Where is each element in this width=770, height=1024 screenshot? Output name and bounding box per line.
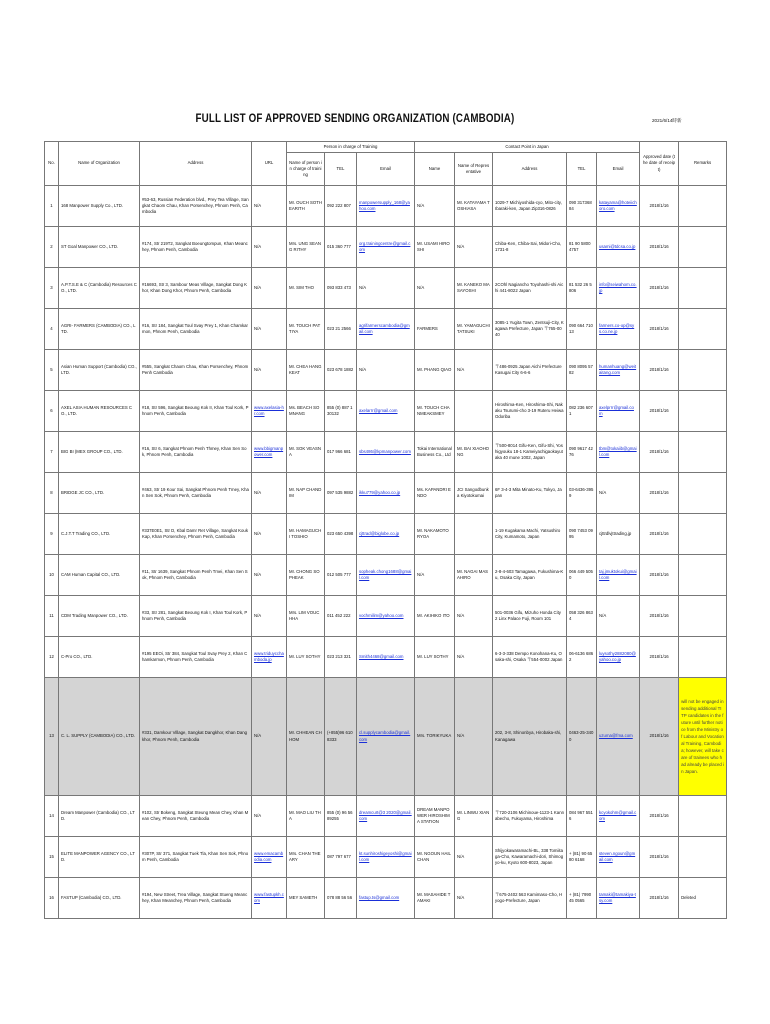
japan-contact-address: 〒720-2106 Michinoue-1123-1 Kannabecho, Fukuyama, Hiroshima — [493, 796, 567, 837]
table-row — [45, 678, 727, 796]
organization-name: A.P.T.S.E & C (Cambodia) Resources CO., LTD. — [59, 268, 140, 309]
japan-contact-address: Chiba-Ken, Chiba-Sai, Midori-Cho, 1731-8 — [493, 227, 567, 268]
japan-contact-email — [597, 186, 640, 227]
japan-contact-email — [597, 796, 640, 837]
organization-address: #307P, Str 371, Sangkat Tuek Tla, Khan Sen Sok, Phnom Penh, Cambodia — [140, 837, 252, 878]
training-contact-tel: 855 (0) 887 130132 — [325, 391, 357, 432]
organization-address: #11, Str 1639, Sangkat Phnom Penh Tmei, Khan Sen Sok, Phnom Penh, Cambodia — [140, 555, 252, 596]
training-contact-email — [357, 514, 415, 555]
row-number: 1 — [45, 186, 59, 227]
japan-contact-address: 〒675-2402 563 Kamimaso-Cho, Hyogo-Prefecture, Japan — [493, 878, 567, 919]
training-contact-name: Mr. NAP CHANDIM — [287, 473, 325, 514]
table-row — [45, 268, 727, 309]
organization-name: AXEL ASIA HUMAN RESOURCES CO., LTD. — [59, 391, 140, 432]
japan-contact-tel: 0463-25-3400 — [567, 678, 597, 796]
header-japan-group: Contact Point in Japan — [415, 142, 640, 153]
approved-date: 2018/1/16 — [640, 678, 679, 796]
japan-contact-email-link[interactable]: tbm@tokaiib@gmail.com — [599, 445, 637, 457]
organization-name: FASTUP (Cambodia) CO., LTD. — [59, 878, 140, 919]
approved-date: 2018/1/16 — [640, 514, 679, 555]
japan-contact-name: Mrs. TORIKYUKA — [415, 678, 455, 796]
row-number: 9 — [45, 514, 59, 555]
training-contact-email — [357, 227, 415, 268]
training-contact-tel: 093 833 473 — [325, 268, 357, 309]
japan-contact-address: Shijyokawaramachi-BL, 338 Tomiitaga-Cho, Kawaramachi-dori, Shimogyo-ku, Kyoto 600-8023, Japan — [493, 837, 567, 878]
japan-contact-email-link[interactable]: usami@tdcsa.co.jp — [599, 243, 636, 249]
training-contact-name: MEY SAMETH — [287, 878, 325, 919]
page-title: FULL LIST OF APPROVED SENDING ORGANIZATION (CAMBODIA) — [195, 113, 515, 125]
japan-contact-address: 〒486-0925 Japan Aichi Prefecture Kasugai City 6-6-6 — [493, 350, 567, 391]
training-contact-email-link[interactable]: manpowersupply_168@yahoo.com — [359, 199, 410, 211]
table-row — [45, 350, 727, 391]
organization-name: 168 Manpower Supply Co., LTD. — [59, 186, 140, 227]
organization-name: C. L. SUPPLY (CAMBODIA) CO., LTD. — [59, 678, 140, 796]
publication-date: 2021/6/14時新 — [652, 118, 682, 123]
training-contact-email — [357, 678, 415, 796]
training-contact-email — [357, 837, 415, 878]
training-contact-email-link[interactable]: cjttrad@biglobe.co.jp — [359, 530, 400, 536]
remarks — [679, 514, 727, 555]
japan-contact-name: DREAM MANPOWER HIROSHIMA STATION — [415, 796, 455, 837]
japan-contact-name: Tokai International Business Co., Ltd — [415, 432, 455, 473]
japan-representative: N/A — [455, 596, 493, 637]
approved-date: 2018/1/16 — [640, 837, 679, 878]
organization-address: #18, Str 596, Sangkat Beoung Kok II, Khan Toul Kork, Phnom Penh, Cambodia — [140, 391, 252, 432]
organization-name: CAM Human Capital CO., LTD. — [59, 555, 140, 596]
table-row — [45, 227, 727, 268]
japan-representative: Mr. KATAYAMA TOSHIASA — [455, 186, 493, 227]
japan-contact-name: FARMERS — [415, 309, 455, 350]
organization-url: N/A — [252, 350, 287, 391]
training-contact-email-link[interactable]: org.trainingcentre@gmail.com — [359, 240, 411, 252]
organization-address: #194, New Street, Trea Village, Sangkat Stueng Meanchey, Khan Meanchey, Phnom Penh, Cambodia — [140, 878, 252, 919]
training-contact-email — [357, 432, 415, 473]
japan-contact-email-link[interactable]: humanhuang@weitaitang.com — [599, 363, 637, 375]
row-number: 12 — [45, 637, 59, 678]
header-training-tel: TEL — [325, 153, 357, 186]
approved-date: 2018/1/16 — [640, 227, 679, 268]
japan-contact-address: 6F 3-4-3 Mita Minato-Ku, Tokyo, Japan — [493, 473, 567, 514]
organization-url: N/A — [252, 268, 287, 309]
organization-url — [252, 837, 287, 878]
training-contact-tel: 855 (0) 96 56 89255 — [325, 796, 357, 837]
japan-contact-tel: 090 9617 4276 — [567, 432, 597, 473]
remarks — [679, 432, 727, 473]
japan-representative: N/A — [455, 678, 493, 796]
japan-contact-name: Mr. MASAHIDE TAMAKI — [415, 878, 455, 919]
organization-url-link[interactable]: www.axelasia-hr.com — [254, 404, 284, 416]
training-contact-email-link[interactable]: Smith4468@gmail.com — [359, 653, 404, 659]
training-contact-name: Mr. LUY SOTHY — [287, 637, 325, 678]
remarks — [679, 796, 727, 837]
organization-url-link[interactable]: www.bbigmanpower.com — [254, 445, 284, 457]
training-contact-name: Mr. HAMAGUCHI TOSHIO — [287, 514, 325, 555]
japan-contact-name: Mr. AKIHIKO ITO — [415, 596, 455, 637]
japan-contact-email: cjttrdlvjttrading.jp — [597, 514, 640, 555]
row-number: 16 — [45, 878, 59, 919]
remarks — [679, 596, 727, 637]
approved-date: 2018/1/16 — [640, 878, 679, 919]
japan-contact-email-link[interactable]: info@seiwahom.co.jp — [599, 281, 637, 293]
header-no: No. — [45, 142, 59, 186]
approved-date: 2018/1/16 — [640, 350, 679, 391]
header-japan-tel: TEL — [567, 153, 597, 186]
japan-contact-tel: + (81) 7990 45 0565 — [567, 878, 597, 919]
japan-contact-tel: 03-6436-3959 — [567, 473, 597, 514]
training-contact-tel: (+855)96 610 8333 — [325, 678, 357, 796]
japan-contact-tel: 06-6136 6862 — [567, 637, 597, 678]
japan-contact-email — [597, 268, 640, 309]
row-number: 8 — [45, 473, 59, 514]
organization-url-link[interactable]: www.triduycchamboda.jp — [254, 650, 284, 662]
training-contact-email — [357, 309, 415, 350]
row-number: 10 — [45, 555, 59, 596]
japan-contact-tel: 058 326 8634 — [567, 596, 597, 637]
row-number: 5 — [45, 350, 59, 391]
training-contact-name: Mr. SOK VEASNA — [287, 432, 325, 473]
training-contact-tel: 023 21 2566 — [325, 309, 357, 350]
table-row — [45, 432, 727, 473]
remarks: Deleted — [679, 878, 727, 919]
remarks — [679, 268, 727, 309]
remarks — [679, 555, 727, 596]
organization-address: #555, Sangkat Chaom Chau, Khan Porsenchey, Phnom Penh Cambodia — [140, 350, 252, 391]
training-contact-tel: 015 360 777 — [325, 227, 357, 268]
organization-url: N/A — [252, 309, 287, 350]
training-contact-email — [357, 555, 415, 596]
japan-contact-tel: 090 664 710 13 — [567, 309, 597, 350]
japan-contact-email-link[interactable]: steven.ngoun@gmail.com — [599, 850, 636, 862]
japan-representative: Mr. YAMAGUCHI TATSUKI — [455, 309, 493, 350]
japan-contact-tel: 082 236 6071 — [567, 391, 597, 432]
approved-date: 2018/1/16 — [640, 796, 679, 837]
japan-contact-email — [597, 837, 640, 878]
training-contact-tel: 092 222 807 — [325, 186, 357, 227]
remarks — [679, 391, 727, 432]
training-contact-email-link[interactable]: axelarrr@gmail.com — [359, 407, 398, 413]
japan-contact-tel: 81 532 26 5806 — [567, 268, 597, 309]
table-row — [45, 186, 727, 227]
japan-contact-tel: 066 449 5050 — [567, 555, 597, 596]
table-row — [45, 309, 727, 350]
japan-contact-email — [597, 878, 640, 919]
japan-contact-name: Mr. USAMI HIROSHI — [415, 227, 455, 268]
approved-date: 2018/1/16 — [640, 186, 679, 227]
japan-contact-name: Mr. NAKAMOTO RYOA — [415, 514, 455, 555]
organization-name: Asian Human Support (Cambodia) CO., LTD. — [59, 350, 140, 391]
remarks — [679, 637, 727, 678]
training-contact-tel: 012 505 777 — [325, 555, 357, 596]
japan-contact-email-link[interactable]: luysothy2882080@yahoo.co.jp — [599, 650, 636, 662]
training-contact-email: N/A — [357, 350, 415, 391]
row-number: 15 — [45, 837, 59, 878]
header-japan-address: Address — [493, 153, 567, 186]
training-contact-name: Mr. OUCH SOTHEARITH — [287, 186, 325, 227]
header-approved-date: Approved date (the date of receipt) — [640, 142, 679, 186]
organization-url: N/A — [252, 555, 287, 596]
training-contact-name: Mrs. LIM VOUCHHA — [287, 596, 325, 637]
japan-representative: N/A — [455, 350, 493, 391]
header-address: Address — [140, 142, 252, 186]
japan-contact-tel: 81 90 5800 4757 — [567, 227, 597, 268]
training-contact-tel: 011 452 222 — [325, 596, 357, 637]
table-row — [45, 878, 727, 919]
row-number: 11 — [45, 596, 59, 637]
japan-contact-name: Mr. NGOUN HAILCHAN — [415, 837, 455, 878]
organization-url: N/A — [252, 678, 287, 796]
organization-url: N/A — [252, 227, 287, 268]
table-row — [45, 796, 727, 837]
organization-name: CDM Trading Manpower CO., LTD. — [59, 596, 140, 637]
training-contact-tel: 023 650 4398 — [325, 514, 357, 555]
training-contact-name: Mr. CHHEAN CHHOM — [287, 678, 325, 796]
approved-date: 2018/1/16 — [640, 432, 679, 473]
japan-contact-name: Mr. TOUCH CHANMEAKSMEY — [415, 391, 455, 432]
organization-name: Dream Manpower (Cambodia) CO., LTD. — [59, 796, 140, 837]
japan-representative — [455, 391, 493, 432]
training-contact-tel: 017 966 681 — [325, 432, 357, 473]
table-row — [45, 596, 727, 637]
japan-contact-address: 1-19 Kugakama Machi, Yatsushiro City, Kumamoto, Japan — [493, 514, 567, 555]
remarks — [679, 227, 727, 268]
organization-url — [252, 878, 287, 919]
japan-representative: N/A — [455, 227, 493, 268]
organization-url: N/A — [252, 473, 287, 514]
training-contact-email — [357, 637, 415, 678]
japan-contact-email — [597, 637, 640, 678]
header-japan-name: Name — [415, 153, 455, 186]
japan-contact-tel: 084 967 5516 — [567, 796, 597, 837]
training-contact-tel: 078 88 56 56 — [325, 878, 357, 919]
japan-contact-email-link[interactable]: uzuma@fma.com — [599, 733, 633, 739]
organization-url-link[interactable]: www.emacambodia.com — [254, 850, 284, 862]
organization-address: #16693, Str 3, Sambour Meas Village, Sangkat Dong Khor, Khan Dong Khor, Phnom Penh, Cambodia — [140, 268, 252, 309]
japan-contact-address: 6-3-3-338 Dempo Konohana-Ku, Osaka-shi, Osaka 〒554-0002 Japan — [493, 637, 567, 678]
table-body — [45, 186, 727, 919]
japan-contact-email: N/A — [597, 473, 640, 514]
japan-representative: Mr. BAI XIAOHONG — [455, 432, 493, 473]
row-number: 2 — [45, 227, 59, 268]
header-japan-email: Email — [597, 153, 640, 186]
organization-url-link[interactable]: www.fastupkh.com — [254, 891, 284, 903]
japan-representative: Mr. KANEKO MASAYOSHI — [455, 268, 493, 309]
approved-date: 2018/1/16 — [640, 637, 679, 678]
japan-contact-email: N/A — [597, 596, 640, 637]
organization-url: N/A — [252, 796, 287, 837]
training-contact-email — [357, 391, 415, 432]
header-organization: Name of Organization — [59, 142, 140, 186]
remarks — [679, 350, 727, 391]
organization-name: ELITE MANPOWER AGENCY CO., LTD. — [59, 837, 140, 878]
training-contact-name: Mr. TOUCH PATTIYA — [287, 309, 325, 350]
organization-address: #16, Str 6, Sangkat Phnom Penh Thmey, Khan Sen Sok, Phnom Penh, Cambodia — [140, 432, 252, 473]
row-number: 4 — [45, 309, 59, 350]
organization-address: #33, Str 281, Sangkat Beoung Kok I, Khan Toul Kork, Phnom Penh, Cambodia — [140, 596, 252, 637]
japan-contact-tel: 090 31736884 — [567, 186, 597, 227]
training-contact-name: Ms. BEACH SOMNANG — [287, 391, 325, 432]
training-contact-name: Mr. MAO LIU THA — [287, 796, 325, 837]
training-contact-email — [357, 796, 415, 837]
japan-contact-email-link[interactable]: kcyokohm@gmail.com — [599, 809, 637, 821]
header-remarks: Remarks — [679, 142, 727, 186]
japan-representative: N/A — [455, 837, 493, 878]
organization-url — [252, 391, 287, 432]
japan-contact-name: N/A — [415, 268, 455, 309]
organization-url — [252, 637, 287, 678]
training-contact-email-link[interactable]: fastup.ts@gmail.com — [359, 894, 400, 900]
japan-contact-name: Mr. LUY SOTHY — [415, 637, 455, 678]
organization-address: #195 EEOi, Str 384, Sangkat Toul Svay Prey 2, Khan Chamkarmon, Phnom Penh, Cambodia — [140, 637, 252, 678]
japan-contact-address: 202, 3-8, Shinonbya, Hirobaka-shi, Kanagawa — [493, 678, 567, 796]
japan-contact-name: N/A — [415, 186, 455, 227]
training-contact-email-link[interactable]: sbs486@kpmanpower.com — [359, 448, 411, 454]
header-training-group: Person in charge of Training — [287, 142, 415, 153]
approved-date: 2018/1/16 — [640, 309, 679, 350]
organization-url: N/A — [252, 186, 287, 227]
row-number: 6 — [45, 391, 59, 432]
japan-contact-email-link[interactable]: farmers.co-op@sys.co.ne.jp — [599, 322, 635, 334]
remarks — [679, 837, 727, 878]
japan-contact-email — [597, 350, 640, 391]
training-contact-tel: 087 797 677 — [325, 837, 357, 878]
japan-contact-email-link[interactable]: tamaki@tamakiya-tsy.com — [599, 891, 636, 903]
table-row — [45, 637, 727, 678]
training-contact-email-link[interactable]: vochmilim@yahoo.com — [359, 612, 404, 618]
training-contact-name: Mr. SIM THO — [287, 268, 325, 309]
approved-date: 2018/1/16 — [640, 268, 679, 309]
training-contact-tel: 023 213 321 — [325, 637, 357, 678]
organization-url — [252, 432, 287, 473]
remarks: will not be engaged in sending additional TITP candidates in the future until further notice from the Ministry of Labour and Vocational Training, Cambodia; however, will take care of trainees who had already be placed in Japan. — [679, 678, 727, 796]
training-contact-email — [357, 473, 415, 514]
training-contact-name: Mrs. UNG SEANG RITHY — [287, 227, 325, 268]
organization-address: #174, Str 219T2, Sangkat Boeungtompun, Khan Meanchey, Phnom Penh, Cambodia — [140, 227, 252, 268]
header-training-name: Name of person in charge of training — [287, 153, 325, 186]
organization-address: #331, Damkour Village, Sangkat Dangkhor, Khan Dangkhor, Phnom Penh, Cambodia — [140, 678, 252, 796]
japan-representative: N/A — [455, 637, 493, 678]
remarks — [679, 473, 727, 514]
japan-representative — [455, 514, 493, 555]
training-contact-email-link[interactable]: cl.supplycambodia@gmail.com — [359, 730, 411, 742]
organization-address: #16, Str 184, Sangkat Toul Svay Prey 1, Khan Chamkarmon, Phnom Penh, Cambodia — [140, 309, 252, 350]
organization-name: AGRI- FARMERS (CAMBODIA) CO., LTD. — [59, 309, 140, 350]
header-url: URL — [252, 142, 287, 186]
japan-contact-address: 1029-7 Michiyoshida-cyo, Mito-city, Ibaraki-ken, Japan Zip316-0826 — [493, 186, 567, 227]
row-number: 14 — [45, 796, 59, 837]
training-contact-tel: 097 535 9882 — [325, 473, 357, 514]
training-contact-email-link[interactable]: ikku779@yahoo.co.jp — [359, 489, 401, 495]
organization-address: #463, Str 19 Kour Sai, Sangkat Phnom Penh Tmey, Khan Sen Sok, Phnom Penh, Cambodia — [140, 473, 252, 514]
training-contact-email — [357, 596, 415, 637]
approved-date: 2018/1/16 — [640, 473, 679, 514]
training-contact-email: N/A — [357, 268, 415, 309]
organization-name: BIG BI (MEX GROUP CO., LTD. — [59, 432, 140, 473]
approved-date: 2018/1/16 — [640, 596, 679, 637]
table-row — [45, 391, 727, 432]
table-row — [45, 837, 727, 878]
approved-date: 2018/1/16 — [640, 555, 679, 596]
training-contact-tel: 023 678 1882 — [325, 350, 357, 391]
japan-contact-address: 3085-1 Yugita Town, Zentsuji-City, Kagawa Prefecture, Japan 〒765-0040 — [493, 309, 567, 350]
japan-contact-tel: + (81) 90 6580 6168 — [567, 837, 597, 878]
training-contact-email — [357, 186, 415, 227]
organization-name: ST Goal Manpower CO., LTD. — [59, 227, 140, 268]
japan-contact-address: 2-8-4-603 Tamagawa, Fukushima-Ku, Osaka City, Japan — [493, 555, 567, 596]
japan-contact-email — [597, 678, 640, 796]
training-contact-email-link[interactable]: agrifarmerscambodia@gmail.com — [359, 322, 410, 334]
training-contact-name: Mr. CHONG SOPHEAK — [287, 555, 325, 596]
training-contact-email-link[interactable]: sopheak.chong1688@gmail.com — [359, 568, 412, 580]
table-row — [45, 514, 727, 555]
remarks — [679, 186, 727, 227]
japan-contact-address: 2COhl Nagiancho Toyohashi-shi Aichi 441-8022 Japan — [493, 268, 567, 309]
training-contact-email-link[interactable]: kt.sunhiroshigeyoshi@gmail.com — [359, 850, 412, 862]
organization-table — [44, 141, 727, 919]
organization-url: N/A — [252, 596, 287, 637]
row-number: 7 — [45, 432, 59, 473]
japan-contact-email — [597, 309, 640, 350]
header-training-email: Email — [357, 153, 415, 186]
header-row-top — [45, 142, 727, 153]
training-contact-email — [357, 878, 415, 919]
training-contact-email-link[interactable]: dreamcurt@3 2020@gmail.com — [359, 809, 412, 821]
organization-url: N/A — [252, 514, 287, 555]
organization-address: #53-63, Russian Federation blvd., Prey Tea Village, Sangkat Chaom Chau, Khan Porsenchey, Phnom Penh, Cambodia — [140, 186, 252, 227]
training-contact-name: Mr. CHEA HANGKEAT — [287, 350, 325, 391]
japan-contact-name: Ms. KAPANDRI ENDO — [415, 473, 455, 514]
japan-contact-email — [597, 432, 640, 473]
organization-name: C.J.T.T Trading CO., LTD. — [59, 514, 140, 555]
header-japan-representative: Name of Representative — [455, 153, 493, 186]
japan-contact-tel: 090 7453 0995 — [567, 514, 597, 555]
japan-representative: Mr. NAGAI MASAHIRO — [455, 555, 493, 596]
japan-contact-name: Mr. PHANG QIAO — [415, 350, 455, 391]
japan-contact-email — [597, 227, 640, 268]
organization-address: #337E0E1, Str D, Kbal Damr Ret Village, Sangkat Kouk Kap, Khan Porsenchey, Phnom Penh, Cambodia — [140, 514, 252, 555]
row-number: 3 — [45, 268, 59, 309]
japan-representative: N/A — [455, 878, 493, 919]
row-number: 13 — [45, 678, 59, 796]
organization-address: #102, Str Bokeng, Sangkat Steung Mean Chey, Khan Mean Chey, Phnom Penh, Cambodia — [140, 796, 252, 837]
japan-contact-address: 501-0036 Gifu, Mizuho Honda City 2 Linx Palace Fuji, Room 101 — [493, 596, 567, 637]
organization-name: BRIDGE JC CO., LTD. — [59, 473, 140, 514]
japan-contact-email — [597, 391, 640, 432]
table-row — [45, 555, 727, 596]
japan-contact-address: Hiroshima-Ken, Hiroshima-Shi, Nakaku Tsurumi-cho 3-19 Ruteru Heiwa Odoriba — [493, 391, 567, 432]
japan-representative: Mr. LINWU XIANG — [455, 796, 493, 837]
japan-contact-email-link[interactable]: katayama@hoteiichoro.com — [599, 199, 637, 211]
japan-contact-email-link[interactable]: axelprrr@gmail.com — [599, 404, 634, 416]
table-row — [45, 473, 727, 514]
training-contact-name: Mrs. CHAN THEARY — [287, 837, 325, 878]
japan-representative: JCI Sangodbunka Kiyotokumai — [455, 473, 493, 514]
japan-contact-name: N/A — [415, 555, 455, 596]
japan-contact-address: 〒500-8014 Gifu-Ken, Gifu-Shi, Yoshigyouku 18-1 Kameiyachigaokayutaka 40 mune 1002, Japan — [493, 432, 567, 473]
remarks — [679, 309, 727, 350]
approved-date: 2018/1/16 — [640, 391, 679, 432]
organization-name: C-Pro CO., LTD. — [59, 637, 140, 678]
japan-contact-email-link[interactable]: taj.jmuktokui@gmail.com — [599, 568, 637, 580]
japan-contact-email — [597, 555, 640, 596]
japan-contact-tel: 090 8095 5782 — [567, 350, 597, 391]
